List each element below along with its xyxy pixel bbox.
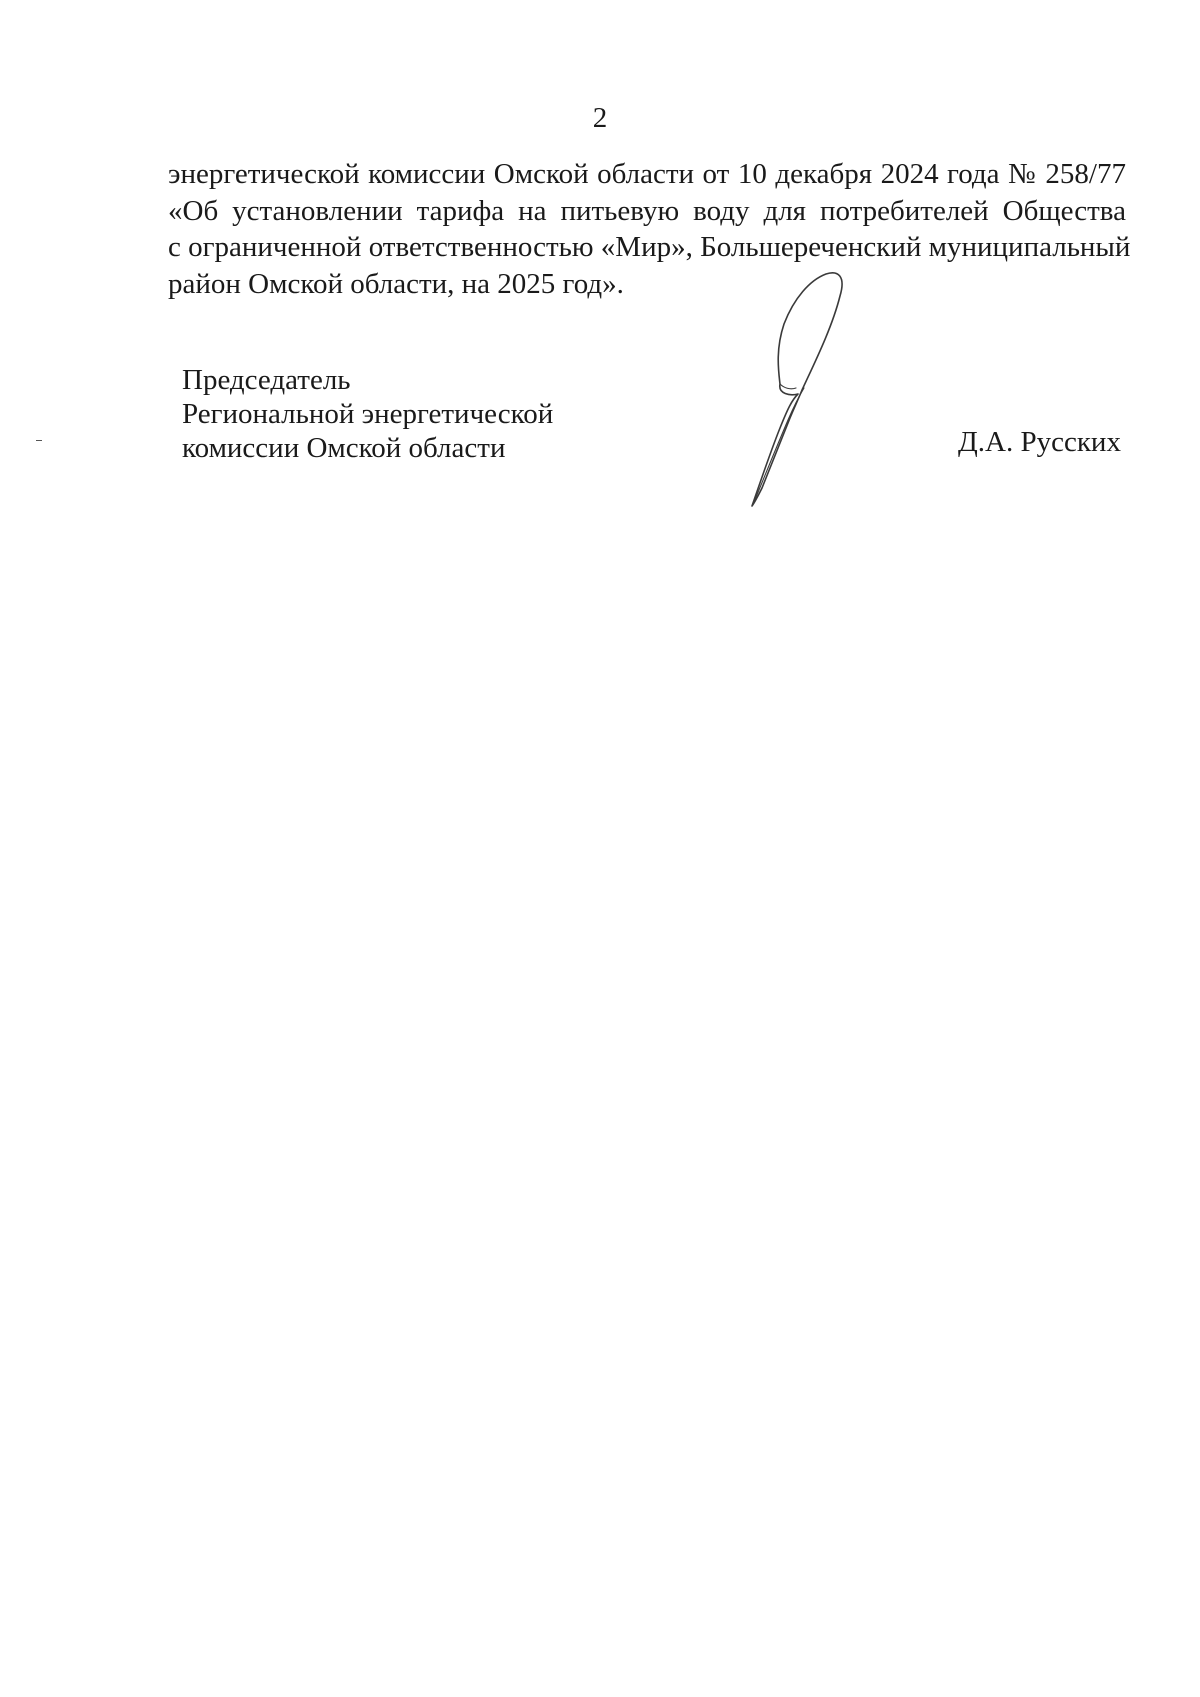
page-number: 2 (592, 102, 608, 134)
scan-artifact (36, 440, 42, 441)
signer-name: Д.А. Русских (958, 426, 1121, 458)
signatory-title-line: комиссии Омской области (182, 432, 506, 464)
body-text-line: «Об установлении тарифа на питьевую воду для потребителей Общества (168, 194, 1126, 227)
body-text-line: с ограниченной ответственностью «Мир», Большереченский муниципальный (168, 231, 1131, 263)
signatory-title-line: Региональной энергетической (182, 398, 554, 430)
signatory-title (182, 363, 553, 465)
body-text-line: район Омской области, на 2025 год». (168, 267, 624, 300)
document-body-text (168, 156, 1131, 302)
body-text-line: энергетической комиссии Омской области от 10 декабря 2024 года № 258/77 (168, 158, 1126, 190)
signatory-title-line: Председатель (182, 364, 351, 396)
handwritten-signature (740, 268, 870, 508)
